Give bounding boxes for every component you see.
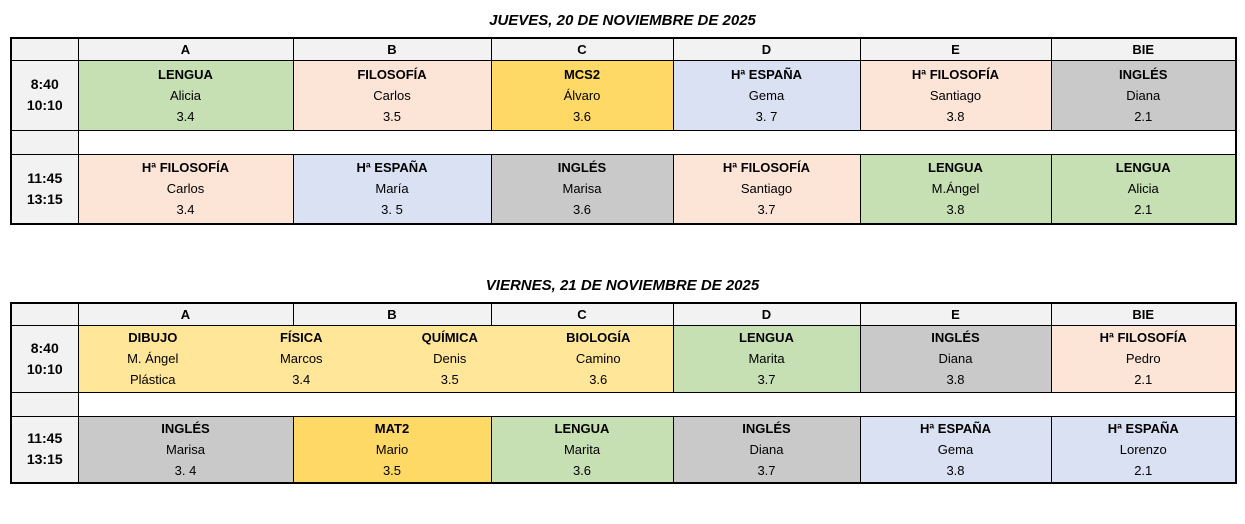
teacher-label: Gema [748,87,785,103]
col-header-b: B [293,303,491,325]
subject-label: LENGUA [739,330,794,345]
room-label: 3. 5 [381,202,403,218]
merged-groups [79,327,673,390]
subject-label: Hª ESPAÑA [1107,420,1179,436]
subject-label: INGLÉS [931,330,980,345]
room-label: 3.4 [176,202,195,218]
room-label: 2.1 [1134,108,1153,124]
subject-label: INGLÉS [1119,66,1168,82]
teacher-label: Marita [748,351,785,366]
time-end: 10:10 [26,97,63,113]
section-viernes [10,277,1235,484]
col-header-a: A [78,303,293,325]
subject-label: Hª FILOSOFÍA [911,66,1000,82]
class-cell [673,60,860,130]
timetable-jueves [10,37,1237,225]
class-cell [860,416,1051,483]
room-label: 3.8 [946,202,965,218]
teacher-label: Diana [749,441,784,457]
teacher-label: Carlos [373,87,411,103]
room-label: 3.8 [946,372,965,387]
subject-label: FÍSICA [279,330,323,345]
teacher-label: Santiago [740,181,793,197]
teacher-label: Marita [563,441,601,457]
time-start: 11:45 [27,430,63,447]
room-label: 3. 7 [755,108,778,124]
class-cell [860,154,1051,224]
subject-label: Hª ESPAÑA [919,420,992,436]
teacher-label: Diana [938,351,973,366]
class-group [376,327,525,390]
teacher-label: Pedro [1125,351,1161,366]
room-label: 3.6 [572,108,592,124]
room-label: 3.5 [440,372,459,387]
class-group [79,327,228,390]
corner-cell [11,38,78,60]
col-header-c: C [491,303,673,325]
class-group [227,327,376,390]
room-label: 2.1 [1134,372,1153,387]
time-slot [11,416,78,483]
timetable-viernes [10,302,1237,484]
room-label: 3.5 [382,108,402,124]
class-cell [673,416,860,483]
teacher-label: Marisa [165,441,205,457]
teacher-label: Marcos [279,351,323,366]
class-cell [293,154,491,224]
class-cell [1051,60,1236,130]
teacher-label: Álvaro [563,87,601,103]
schedule-page [0,12,1245,484]
subject-label: MCS2 [563,66,601,82]
time-end: 13:15 [26,190,63,207]
room-label: 3.6 [589,372,608,387]
time-end: 13:15 [26,451,63,468]
header-row [11,303,1236,325]
slot-row-2 [11,154,1236,224]
col-header-e: E [860,38,1051,60]
room-label: 3.4 [176,108,195,124]
time-slot [11,325,78,392]
merged-class-cell [78,325,673,392]
class-cell [78,154,293,224]
class-cell [1051,154,1236,224]
subject-label: Hª ESPAÑA [730,66,803,82]
room-label: 3.7 [757,462,776,478]
class-cell [293,60,491,130]
corner-cell [11,303,78,325]
class-cell [673,154,860,224]
class-cell [860,60,1051,130]
col-header-e: E [860,303,1051,325]
subject-label: Hª FILOSOFÍA [1099,330,1187,345]
teacher-label: Gema [937,441,974,457]
time-start: 11:45 [27,169,63,186]
day-title-jueves: JUEVES, 20 DE NOVIEMBRE DE 2025 [489,12,756,29]
room-label: 3.4 [292,372,311,387]
teacher-label: Diana [1126,87,1161,103]
subject-label: MAT2 [374,420,410,436]
room-label: 3. 4 [174,462,197,478]
room-label: 2.1 [1134,202,1153,218]
class-cell [491,60,673,130]
subject-label: LENGUA [554,420,610,436]
class-cell [1051,416,1236,483]
time-start: 8:40 [30,76,59,92]
col-header-c: C [491,38,673,60]
room-label: 3.8 [946,462,965,478]
section-jueves [10,12,1235,225]
time-slot [11,154,78,224]
room-label: 3.8 [946,108,965,124]
subject-label: INGLÉS [742,420,791,436]
col-header-d: D [673,38,860,60]
day-title-viernes: VIERNES, 21 DE NOVIEMBRE DE 2025 [485,277,760,294]
class-cell [1051,325,1236,392]
spacer-cell [78,392,1236,416]
spacer-row [11,130,1236,154]
col-header-a: A [78,38,293,60]
slot-row-1 [11,325,1236,392]
teacher-label: Santiago [929,87,982,103]
teacher-label: Denis [433,351,467,366]
subject-label: BIOLOGÍA [566,330,631,345]
header-row [11,38,1236,60]
class-cell [673,325,860,392]
class-cell [78,60,293,130]
subject-label: LENGUA [158,66,213,82]
room-label: 3.7 [757,202,776,218]
subject-label: QUÍMICA [421,330,478,345]
time-end: 10:10 [26,360,63,377]
class-cell [293,416,491,483]
subject-label: Hª FILOSOFÍA [722,160,811,176]
teacher-label: M.Ángel [931,181,980,197]
time-slot [11,60,78,130]
spacer-cell [78,130,1236,154]
teacher-label: Marisa [562,181,602,197]
teacher-label: Mario [375,441,409,457]
teacher-label: Alicia [169,87,202,103]
class-group [524,327,673,390]
class-cell [491,416,673,483]
class-cell [860,325,1051,392]
class-cell [78,416,293,483]
room-label: 3.7 [757,372,776,387]
class-cell [491,154,673,224]
room-label: 3.6 [572,462,592,478]
subject-label: DIBUJO [128,330,178,345]
slot-row-2 [11,416,1236,483]
subject-label: Hª ESPAÑA [356,160,428,176]
teacher-label: Lorenzo [1119,441,1167,457]
col-header-bie: BIE [1051,303,1236,325]
col-header-bie: BIE [1051,38,1236,60]
subject-label: FILOSOFÍA [357,66,427,82]
spacer-time-cell [11,130,78,154]
col-header-d: D [673,303,860,325]
subject-label: INGLÉS [557,160,607,176]
slot-row-1 [11,60,1236,130]
room-label: 3.6 [572,202,592,218]
subject-label: Hª FILOSOFÍA [141,160,230,176]
teacher-label: Camino [575,351,621,366]
room-label: 2.1 [1134,462,1153,478]
room-label: 3.5 [382,462,402,478]
room-label: Plástica [129,372,176,387]
spacer-time-cell [11,392,78,416]
teacher-label: M. Ángel [127,351,179,366]
subject-label: INGLÉS [161,420,210,436]
teacher-label: María [375,181,409,197]
spacer-row [11,392,1236,416]
teacher-label: Alicia [1127,181,1159,197]
subject-label: LENGUA [1115,160,1171,176]
subject-label: LENGUA [928,160,983,176]
col-header-b: B [293,38,491,60]
time-start: 8:40 [30,339,59,356]
teacher-label: Carlos [166,181,205,197]
